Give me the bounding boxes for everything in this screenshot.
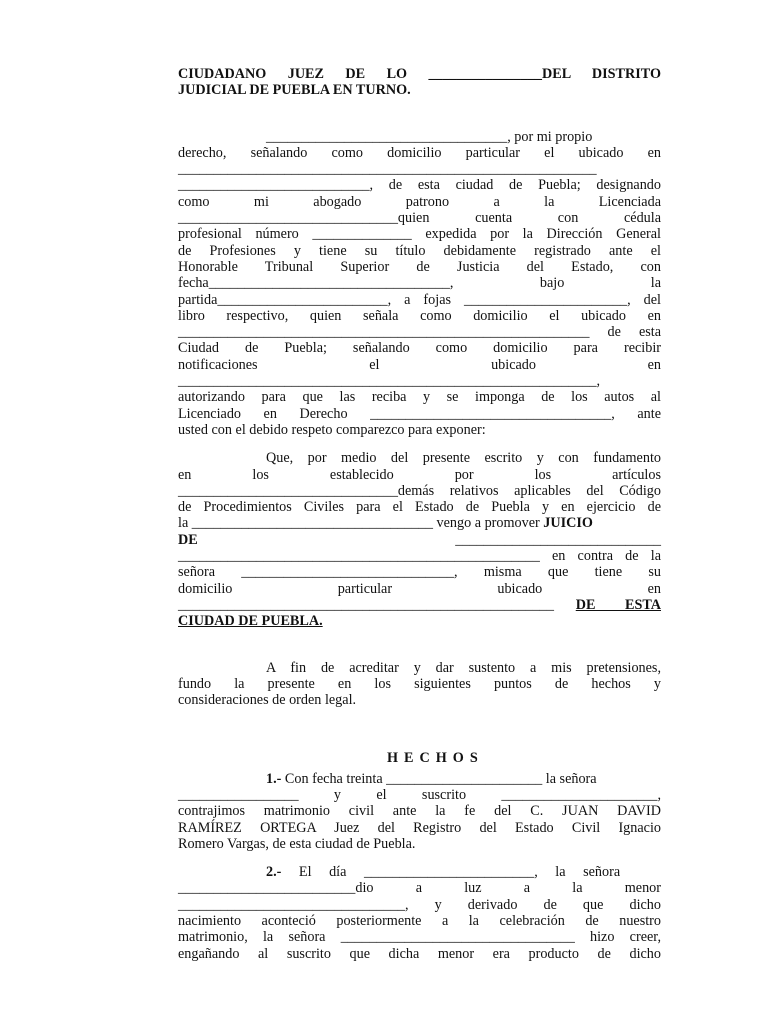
intro-line: autorizando para que las reciba y se imponga de los autos al bbox=[178, 389, 661, 406]
afin-line: A fin de acreditar y dar sustento a mis pretensiones, bbox=[266, 659, 661, 676]
blank-line: _____________________________________________________ bbox=[178, 596, 554, 613]
hecho2-line bbox=[178, 864, 661, 880]
intro-line: profesional número ______________ expedida por la Dirección General bbox=[178, 226, 661, 243]
intro-line: como mi abogado patrono a la Licenciada bbox=[178, 193, 661, 210]
juicio-text: JUICIO bbox=[543, 515, 593, 532]
afin-line: consideraciones de orden legal. bbox=[178, 692, 357, 709]
que-line: señora ______________________________, misma que tiene su bbox=[178, 564, 661, 581]
afin-line: fundo la presente en los siguientes puntos de hechos y bbox=[178, 675, 661, 692]
intro-line: __________________________________________________________ de esta bbox=[178, 324, 661, 341]
intro-line: _______________________________quien cuenta con cédula bbox=[178, 210, 661, 227]
header-line-1: CIUDADANO JUEZ DE LO ________________DEL DISTRITO bbox=[178, 66, 661, 82]
intro-line: notificaciones el ubicado en bbox=[178, 356, 661, 373]
de-esta-text: DE ESTA bbox=[575, 596, 661, 613]
que-line: de Procedimientos Civiles para el Estado de Puebla y en ejercicio de bbox=[178, 499, 661, 516]
spacer bbox=[178, 708, 661, 738]
spacer bbox=[178, 438, 661, 450]
spacer bbox=[178, 99, 661, 129]
intro-line: Honorable Tribunal Superior de Justicia del Estado, con bbox=[178, 258, 661, 275]
hecho2-text: El día ________________________, la señora bbox=[281, 864, 621, 881]
hecho2-line: _________________________dio a luz a la menor bbox=[178, 880, 661, 897]
hecho2-line: nacimiento aconteció posteriormente a la celebración de nuestro bbox=[178, 913, 661, 930]
hecho2-line: matrimonio, la señora _________________________________ hizo creer, bbox=[178, 929, 661, 946]
que-line: domicilio particular ubicado en bbox=[178, 580, 661, 597]
spacer bbox=[178, 738, 661, 750]
spacer bbox=[178, 630, 661, 660]
hecho1-line: _________________ y el suscrito ______________________, bbox=[178, 786, 661, 803]
document-page bbox=[178, 66, 661, 962]
que-text: la __________________________________ vengo a promover bbox=[178, 515, 544, 532]
que-line bbox=[178, 597, 661, 613]
intro-line: fecha__________________________________, bajo la bbox=[178, 275, 661, 292]
ciudad-text: CIUDAD DE PUEBLA. bbox=[178, 613, 323, 630]
intro-line: ___________________________________________________________, bbox=[178, 373, 601, 390]
intro-line: derecho, señalando como domicilio particular el ubicado en bbox=[178, 144, 661, 161]
hecho2-line: engañando al suscrito que dicha menor era producto de dicho bbox=[178, 945, 661, 962]
intro-line: usted con el debido respeto comparezco para exponer: bbox=[178, 421, 486, 438]
que-line: Que, por medio del presente escrito y con fundamento bbox=[266, 450, 661, 467]
hecho2-line: ________________________________, y derivado de que dicho bbox=[178, 896, 661, 913]
intro-line: ___________________________________________________________ bbox=[178, 161, 597, 178]
hecho1-line: Romero Vargas, de esta ciudad de Puebla. bbox=[178, 835, 416, 852]
hecho1-text: Con fecha treinta ______________________ la señora bbox=[281, 770, 597, 787]
intro-line: Ciudad de Puebla; señalando como domicilio para recibir bbox=[178, 340, 661, 357]
header-line-2: JUDICIAL DE PUEBLA EN TURNO. bbox=[178, 82, 411, 99]
blank-line: _____________________________ bbox=[455, 531, 661, 548]
que-line bbox=[178, 515, 661, 531]
intro-line: libro respectivo, quien señala como domicilio el ubicado en bbox=[178, 307, 661, 324]
hecho2-number: 2.- bbox=[266, 864, 282, 881]
hecho1-line: contrajimos matrimonio civil ante la fe del C. JUAN DAVID bbox=[178, 803, 661, 820]
intro-line: ___________________________, de esta ciudad de Puebla; designando bbox=[178, 177, 661, 194]
hecho1-number: 1.- bbox=[266, 770, 282, 787]
intro-line: Licenciado en Derecho __________________________________, ante bbox=[178, 405, 661, 422]
intro-line: de Profesiones y tiene su título debidamente registrado ante el bbox=[178, 242, 661, 259]
hecho1-line: RAMÍREZ ORTEGA Juez del Registro del Estado Civil Ignacio bbox=[178, 819, 661, 836]
que-line: ___________________________________________________ en contra de la bbox=[178, 548, 661, 565]
de-text: DE bbox=[178, 531, 198, 548]
hecho1-line bbox=[178, 771, 661, 787]
hechos-title: HECHOS bbox=[387, 750, 484, 767]
que-line: en los establecido por los artículos bbox=[178, 466, 661, 483]
intro-line: partida________________________, a fojas _______________________, del bbox=[178, 291, 661, 308]
intro-line: __________________________________, por mi propio bbox=[266, 128, 593, 145]
spacer bbox=[178, 852, 661, 864]
que-line: _______________________________demás relativos aplicables del Código bbox=[178, 482, 661, 499]
que-line bbox=[178, 532, 661, 548]
